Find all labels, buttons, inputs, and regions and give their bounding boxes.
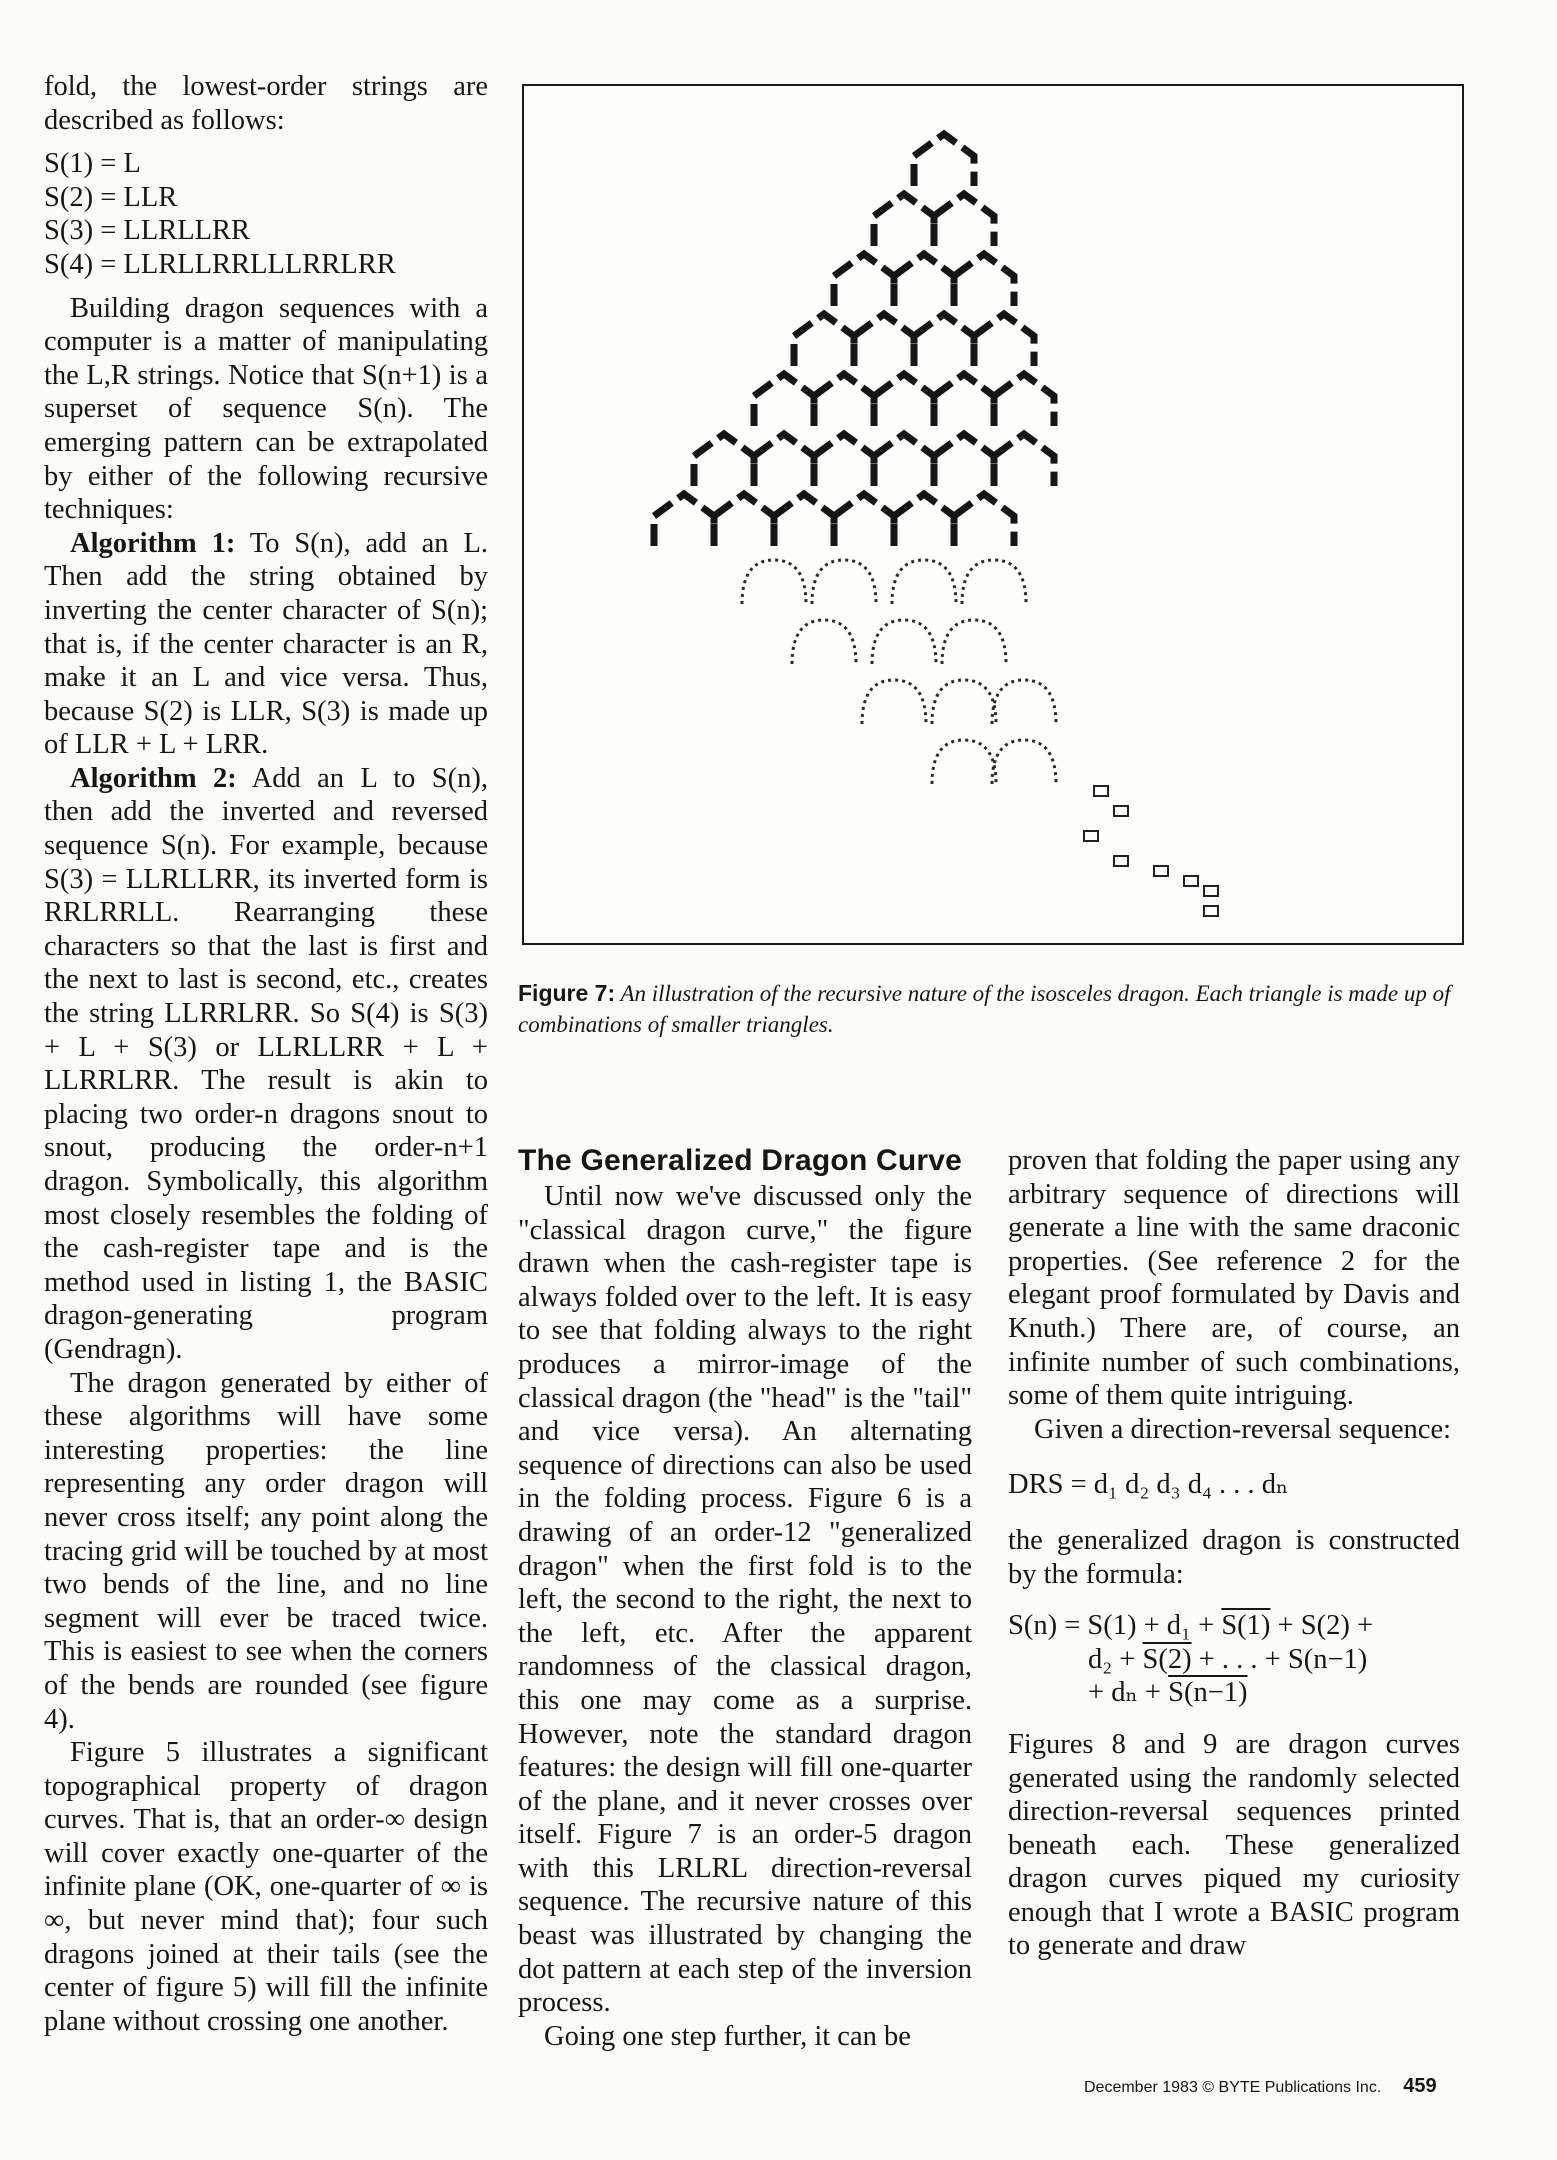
sequence-line: S(4) = LLRLLRRLLLRRLRR	[44, 248, 396, 280]
sequence-line: S(3) = LLRLLRR	[44, 215, 251, 247]
dragon-segment-dotted	[932, 740, 996, 784]
dragon-tail-block	[1094, 786, 1108, 796]
paragraph: the generalized dragon is constructed by the formula:	[1008, 1524, 1460, 1590]
algorithm-1-label: Algorithm 1:	[70, 527, 236, 559]
dragon-tail-block	[1204, 906, 1218, 916]
dragon-segment-dotted	[792, 620, 856, 664]
dragon-segment-bold	[994, 434, 1054, 486]
dragon-segment-bold	[654, 494, 714, 546]
dragon-illustration	[524, 86, 1462, 943]
dragon-segment-bold	[874, 434, 934, 486]
dragon-segment-bold	[994, 374, 1054, 426]
page-number: 459	[1403, 2075, 1437, 2097]
algorithm-1	[44, 527, 488, 762]
paragraph: Figures 8 and 9 are dragon curves generated using the randomly selected direction-reversal sequences printed beneath each. These generalized dragon curves piqued my curiosity enough that I wrote a BASIC program to generate and draw	[1008, 1728, 1460, 1962]
paragraph: Until now we've discussed only the "classical dragon curve," the figure drawn when the cash-register tape is always folded over to the left. It is easy to see that folding always to the right produces a mirror-image of the classical dragon (the "head" is the "tail" and vice versa). An alternating sequence of directions can also be used in the folding process. Figure 6 is a drawing of an order-12 "generalized dragon" when the first fold is to the left, the second to the right, the next to the left, etc. After the apparent randomness of the classical dragon, this one may come as a surprise. However, note the standard dragon features: the design will fill one-quarter of the plane, and it never crosses over itself. Figure 7 is an order-5 dragon with this LRLRL direction-reversal sequence. The recursive nature of this beast was illustrated by changing the dot pattern at each step of the inversion process.	[518, 1181, 972, 2019]
dragon-segment-bold	[834, 254, 894, 306]
dragon-tail-block	[1154, 866, 1168, 876]
algorithm-2-text: Add an L to S(n), then add the inverted and reversed sequence S(n). For example, because S(3) = LLRLLRR, its inverted form is RRLRRLL. Rearranging these characters so that the last is first and the next to last is second, etc., creates the string LLRRLRR. So S(4) is S(3) + L + S(3) or LLRLLRR + L + LLRRLRR. The result is akin to placing two order-n dragons snout to snout, producing the order-n+1 dragon. Symbolically, this algorithm most closely resembles the folding of the cash-register tape and is the method used in listing 1, the BASIC dragon-generating program (Gendragn).	[44, 762, 489, 1365]
sequence-line: S(1) = L	[44, 148, 141, 180]
dragon-segment-bold	[934, 434, 994, 486]
dragon-tail-block	[1114, 806, 1128, 816]
dragon-segment-bold	[934, 194, 994, 246]
paragraph: Given a direction-reversal sequence:	[1034, 1413, 1452, 1445]
dragon-segment-bold	[794, 314, 854, 366]
paragraph: Figure 5 illustrates a significant topographical property of dragon curves. That is, that an order-∞ design will cover exactly one-quarter of the infinite plane (OK, one-quarter of ∞ is ∞, but never mind that); four such dragons joined at their tails (see the center of figure 5) will fill the infinite plane without crossing one another.	[44, 1737, 488, 2037]
page-footer	[1084, 2075, 1437, 2098]
dragon-segment-bold	[774, 494, 834, 546]
formula-part: S(n) = S(1) + d₁ +	[1008, 1610, 1222, 1642]
left-column	[44, 70, 488, 2038]
sequence-list	[44, 147, 488, 281]
dragon-segment-bold	[814, 434, 874, 486]
formula-part: S(1)	[1221, 1610, 1271, 1642]
formula-part: + S(2) +	[1270, 1610, 1374, 1642]
dragon-segment-bold	[714, 494, 774, 546]
dragon-segment-bold	[894, 494, 954, 546]
formula-part: S(2)	[1142, 1643, 1192, 1675]
algorithm-1-text: To S(n), add an L. Then add the string obtained by inverting the center character of S(n); that is, if the center character is an R, make it an L and vice versa. Thus, because S(2) is LLR, S(3) is made up of LLR + L + LRR.	[44, 527, 489, 761]
dragon-segment-bold	[974, 314, 1034, 366]
dragon-segment-dotted	[992, 680, 1056, 724]
dragon-segment-bold	[914, 134, 974, 186]
figure-caption	[518, 978, 1462, 1040]
dragon-tail-block	[1204, 886, 1218, 896]
middle-column	[518, 1144, 972, 2053]
dragon-segment-dotted	[812, 560, 876, 604]
algorithm-2-label: Algorithm 2:	[70, 762, 237, 794]
formula-part: d₂ +	[1088, 1643, 1143, 1675]
paragraph: Going one step further, it can be	[544, 2020, 911, 2052]
figure-caption-label: Figure 7:	[518, 980, 616, 1006]
dragon-segment-dotted	[942, 620, 1006, 664]
footer-credit: December 1983 © BYTE Publications Inc.	[1084, 2079, 1382, 2096]
dragon-tail-block	[1084, 831, 1098, 841]
paragraph: proven that folding the paper using any arbitrary sequence of directions will generate a line with the same draconic properties. (See reference 2 for the elegant proof formulated by Davis and Knuth.) There are, of course, an infinite number of such combinations, some of them quite intriguing.	[1008, 1145, 1460, 1412]
dragon-segment-bold	[914, 314, 974, 366]
dragon-tail-block	[1114, 856, 1128, 866]
paragraph: The dragon generated by either of these algorithms will have some interesting properties: the line representing any order dragon will never cross itself; any point along the tracing grid will be touched by at most two bends of the line, and no line segment will ever be traced twice. This is easiest to see when the corners of the bends are rounded (see figure 4).	[44, 1367, 488, 1735]
dragon-segment-bold	[814, 374, 874, 426]
dragon-formula	[1008, 1609, 1460, 1710]
dragon-segment-dotted	[872, 620, 936, 664]
paragraph: Building dragon sequences with a computer is a matter of manipulating the L,R strings. Notice that S(n+1) is a superset of sequence S(n). The emerging pattern can be extrapolated by either of the following recursive techniques:	[44, 292, 488, 526]
sequence-line: S(2) = LLR	[44, 181, 178, 213]
dragon-segment-bold	[954, 494, 1014, 546]
section-heading: The Generalized Dragon Curve	[518, 1144, 963, 1177]
figure-caption-text: An illustration of the recursive nature of the isosceles dragon. Each triangle is made up of combinations of smaller triangles.	[518, 981, 1451, 1037]
figure-7-frame	[522, 84, 1464, 945]
formula-part: S(n−1)	[1168, 1677, 1248, 1709]
dragon-segment-dotted	[992, 740, 1056, 784]
dragon-segment-bold	[954, 254, 1014, 306]
drs-formula: DRS = d₁ d₂ d₃ d₄ . . . dₙ	[1008, 1469, 1289, 1501]
dragon-segment-dotted	[962, 560, 1026, 604]
dragon-segment-bold	[874, 374, 934, 426]
dragon-segment-bold	[874, 194, 934, 246]
algorithm-2	[44, 762, 488, 1367]
dragon-segment-bold	[894, 254, 954, 306]
right-column	[1008, 1144, 1460, 1963]
dragon-tail-block	[1184, 876, 1198, 886]
dragon-segment-bold	[694, 434, 754, 486]
formula-part: + . . . + S(n−1)	[1191, 1643, 1368, 1675]
intro-text: fold, the lowest-order strings are described as follows:	[44, 71, 488, 136]
dragon-segment-bold	[754, 374, 814, 426]
dragon-segment-dotted	[742, 560, 806, 604]
dragon-segment-dotted	[862, 680, 926, 724]
dragon-segment-bold	[754, 434, 814, 486]
dragon-segment-bold	[854, 314, 914, 366]
dragon-segment-bold	[934, 374, 994, 426]
dragon-segment-dotted	[892, 560, 956, 604]
dragon-segment-bold	[834, 494, 894, 546]
formula-part: + dₙ +	[1088, 1677, 1169, 1709]
dragon-segment-dotted	[932, 680, 996, 724]
